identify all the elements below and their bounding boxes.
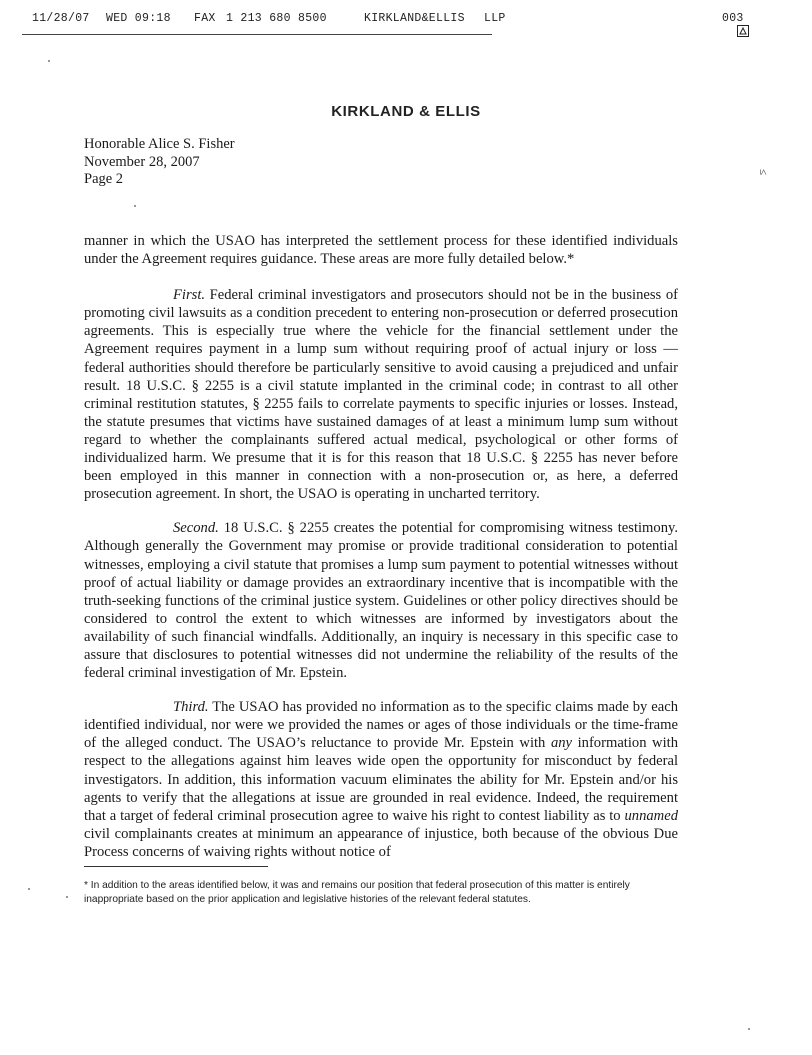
addressee-block xyxy=(84,136,235,189)
fax-day-time: WED 09:18 xyxy=(106,12,171,25)
scan-speck xyxy=(48,60,50,62)
scan-speck xyxy=(134,205,136,207)
paragraph-second xyxy=(84,519,678,682)
paragraph-first-lead: First. xyxy=(173,287,206,304)
fax-header xyxy=(24,12,788,30)
fax-number: 1 213 680 8500 xyxy=(226,12,327,25)
margin-mark: ≤ xyxy=(757,168,770,176)
scan-speck xyxy=(748,1028,750,1030)
emphasis-unnamed: unnamed xyxy=(624,807,678,824)
footnote: * In addition to the areas identified below, it was and remains our position that federal prosecution of this matter is entirely inappropriate based on the prior application and legislative histories of the relevant federal statutes. xyxy=(84,880,630,905)
fax-header-rule xyxy=(22,34,492,35)
page-label: Page 2 xyxy=(84,171,124,187)
fax-page-number: 003 xyxy=(722,12,744,25)
paragraph-first-text: Federal criminal investigators and prosecutors should not be in the business of promoting civil lawsuits as a condition precedent to entering non-prosecution or deferred prosecution agreements. This is especially true where the vehicle for the financial settlement under the Agreement requires payment in a lump sum without requiring proof of actual injury or loss — federal authorities should therefore be particularly sensitive to avoid causing a prejudiced and unfair result. 18 U.S.C. § 2255 is a civil statute implanted in the criminal code; in contrast to all other criminal restitution statutes, § 2255 fails to correlate payments to specific injuries or losses. Instead, the statute presumes that victims have sustained damages of at least a minimum lump sum without regard to whether the complainants suffered actual medical, psychological or other forms of individualized harm. We presume that it is for this reason that 18 U.S.C. § 2255 has never before been employed in this manner in connection with a non-prosecution or, as here, a deferred prosecution agreement. In short, the USAO is operating in uncharted territory. xyxy=(84,287,678,503)
paragraph-second-lead: Second. xyxy=(173,520,219,537)
letter-date: November 28, 2007 xyxy=(84,153,200,170)
scan-speck xyxy=(28,888,30,890)
emphasis-any: any xyxy=(550,735,573,752)
paragraph-third xyxy=(84,698,678,861)
opening-paragraph: manner in which the USAO has interpreted the settlement process for these identified individuals under the Agreement requires guidance. These areas are more fully detailed below.* xyxy=(84,233,678,268)
fax-date: 11/28/07 xyxy=(32,12,90,25)
footnote-rule xyxy=(84,866,268,867)
paragraph-third-lead: Third. xyxy=(173,699,209,716)
fax-label: FAX xyxy=(194,12,216,25)
fax-sender-suffix: LLP xyxy=(484,12,506,25)
paragraph-third-text-a: The USAO has provided no information as to the specific claims made by each identified individual, nor were we provided the names or ages of those individuals or the time-frame of the alleged conduct. The USAO’s reluctance to provide Mr. Epstein with xyxy=(84,699,678,752)
scan-speck xyxy=(66,896,68,898)
addressee-name: Honorable Alice S. Fisher xyxy=(84,136,235,152)
firm-letterhead: KIRKLAND & ELLIS xyxy=(331,103,481,120)
paragraph-third-text-c: civil complainants creates at minimum an appearance of injustice, both because of the obvious Due Process concerns of waiving rights without notice of xyxy=(84,825,678,860)
paragraph-first xyxy=(84,286,678,503)
paragraph-second-text: 18 U.S.C. § 2255 creates the potential for compromising witness testimony. Although generally the Government may promise or provide traditional consideration to potential witnesses, employing a civil statute that promises a lump sum payment to potential witnesses without proof of actual liability or damage provides an extraordinary incentive that is incompatible with the truth-seeking functions of the criminal justice system. Guidelines or other policy directives should be considered to control the extent to which witnesses are informed by investigators about the availability of such financial windfalls. Additionally, an inquiry is necessary in this specific case to assure that disclosures to potential witnesses did not undermine the reliability of the results of the federal criminal investigation of Mr. Epstein. xyxy=(84,520,678,682)
fax-sender: KIRKLAND&ELLIS xyxy=(364,12,465,25)
letter-body xyxy=(84,232,678,877)
paragraph-third-text-b: information with respect to the allegations against him leaves wide open the opportunity for misconduct by federal investigators. In addition, this information vacuum eliminates the ability for Mr. Epstein and/or his agents to verify that the allegations at issue are grounded in real evidence. Indeed, the requirement that a target of federal criminal prosecution agree to waive his right to contest liability as to xyxy=(84,735,679,824)
